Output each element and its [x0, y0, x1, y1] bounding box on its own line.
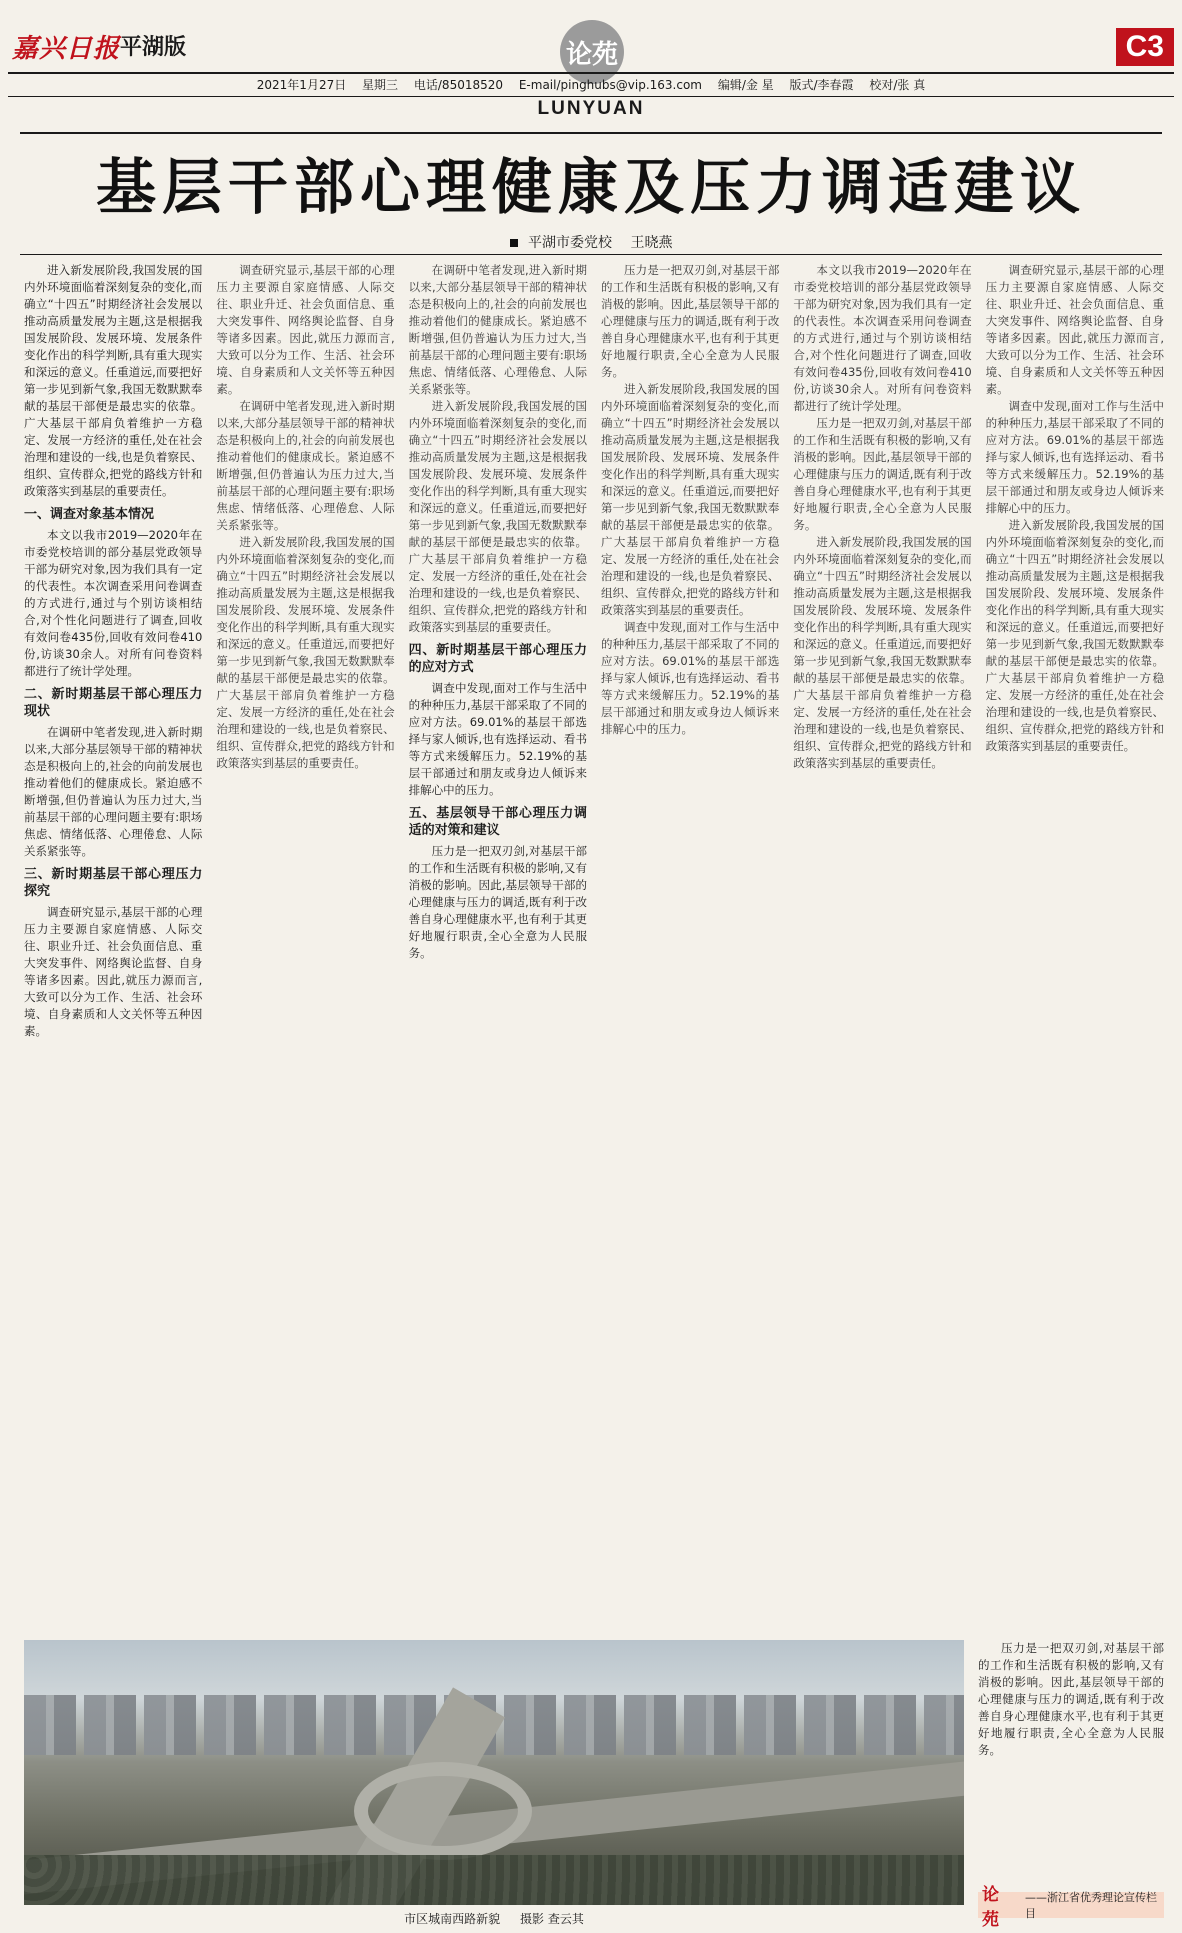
article-column-1	[24, 262, 202, 1642]
divider	[20, 132, 1162, 134]
article-intro: 进入新发展阶段,我国发展的国内外环境面临着深刻复杂的变化,而确立“十四五”时期经济社会发展以推动高质量发展为主题,这是根据我国发展阶段、发展环境、发展条件变化作出的科学判断,具有重大现实和深远的意义。任重道远,而要把好第一步见到新气象,我国无数默默奉献的基层干部便是最忠实的依靠。广大基层干部肩负着维护一方稳定、发展一方经济的重任,处在社会治理和建设的一线,也是负着察民、组织、宣传群众,把党的路线方针和政策落实到基层的重要责任。	[24, 263, 203, 498]
page-code-badge: C3	[1116, 28, 1174, 66]
column-body-text: 调查中发现,面对工作与生活中的种种压力,基层干部采取了不同的应对方法。69.01%的基层干部选择与家人倾诉,也有选择运动、看书等方式来缓解压力。52.19%的基层干部通过和朋友或身边人倾诉来排解心中的压力。	[600, 620, 780, 736]
issue-designer: 版式/李春霞	[789, 78, 854, 92]
article-column-4	[601, 262, 779, 1642]
column-body-text: 在调研中笔者发现,进入新时期以来,大部分基层领导干部的精神状态是积极向上的,社会的向前发展也推动着他们的健康成长。紧迫感不断增强,但仍普遍认为压力过大,当前基层干部的心理问题主要有:职场焦虑、情绪低落、心理倦怠、人际关系紧张等。	[216, 399, 395, 532]
photo-trees	[24, 1855, 964, 1905]
article-column-3	[409, 262, 587, 1642]
section-text-3: 调查研究显示,基层干部的心理压力主要源自家庭情感、人际交往、职业升迁、社会负面信息、重大突发事件、网络舆论监督、自身等诸多因素。因此,就压力源而言,大致可以分为工作、生活、社会环境、自身素质和人文关怀等五种因素。	[24, 905, 203, 1038]
section-heading-1: 一、调查对象基本情况	[24, 507, 155, 522]
footer-unit: ——浙江省优秀理论宣传栏目	[1025, 1891, 1158, 1920]
photo-caption	[24, 1910, 964, 1927]
byline-author: 王晓燕	[630, 235, 673, 251]
city-aerial-photo	[24, 1640, 964, 1905]
column-body-text: 调查中发现,面对工作与生活中的种种压力,基层干部采取了不同的应对方法。69.01%的基层干部选择与家人倾诉,也有选择运动、看书等方式来缓解压力。52.19%的基层干部通过和朋友或身边人倾诉来排解心中的压力。	[985, 399, 1164, 515]
column-body-text: 压力是一把双刃剑,对基层干部的工作和生活既有积极的影响,又有消极的影响。因此,基层领导干部的心理健康与压力的调适,既有利于改善自身心理健康水平,也有利于其更好地履行职责,全心全意为人民服务。	[600, 263, 780, 379]
column-body-text: 压力是一把双刃剑,对基层干部的工作和生活既有积极的影响,又有消极的影响。因此,基层领导干部的心理健康与压力的调适,既有利于改善自身心理健康水平,也有利于其更好地履行职责,全心全意为人民服务。	[793, 416, 972, 532]
article-column-6	[986, 262, 1164, 1642]
article-column-tail	[978, 1640, 1164, 1890]
article-column-2	[216, 262, 394, 1642]
column-body-text: 调查研究显示,基层干部的心理压力主要源自家庭情感、人际交往、职业升迁、社会负面信息、重大突发事件、网络舆论监督、自身等诸多因素。因此,就压力源而言,大致可以分为工作、生活、社会环境、自身素质和人文关怀等五种因素。	[985, 263, 1164, 396]
section-heading-2: 二、新时期基层干部心理压力现状	[24, 687, 203, 719]
issue-date: 2021年1月27日	[256, 78, 347, 92]
column-body-text: 进入新发展阶段,我国发展的国内外环境面临着深刻复杂的变化,而确立“十四五”时期经济社会发展以推动高质量发展为主题,这是根据我国发展阶段、发展环境、发展条件变化作出的科学判断,具有重大现实和深远的意义。任重道远,而要把好第一步见到新气象,我国无数默默奉献的基层干部便是最忠实的依靠。广大基层干部肩负着维护一方稳定、发展一方经济的重任,处在社会治理和建设的一线,也是负着察民、组织、宣传群众,把党的路线方针和政策落实到基层的重要责任。	[793, 535, 972, 770]
section-text-1: 本文以我市2019—2020年在市委党校培训的部分基层党政领导干部为研究对象,因为我们具有一定的代表性。本次调查采用问卷调查的方式进行,通过与个别访谈相结合,对个性化问题进行了调查,回收有效问卷435份,回收有效问卷410份,访谈30余人。对所有问卷资料都进行了统计学处理。	[24, 528, 203, 678]
column-body-text: 压力是一把双刃剑,对基层干部的工作和生活既有积极的影响,又有消极的影响。因此,基层领导干部的心理健康与压力的调适,既有利于改善自身心理健康水平,也有利于其更好地履行职责,全心全意为人民服务。	[978, 1641, 1164, 1757]
section-heading-4: 四、新时期基层干部心理压力的应对方式	[408, 643, 587, 675]
article-column-5	[793, 262, 971, 1642]
caption-credit: 摄影 查云其	[520, 1912, 584, 1926]
issue-phone: 电话/85018520	[413, 78, 504, 92]
byline	[0, 232, 1182, 252]
issue-info-bar	[8, 72, 1174, 97]
column-footer-badge	[978, 1885, 1164, 1930]
column-body-text: 调查研究显示,基层干部的心理压力主要源自家庭情感、人际交往、职业升迁、社会负面信息、重大突发事件、网络舆论监督、自身等诸多因素。因此,就压力源而言,大致可以分为工作、生活、社会环境、自身素质和人文关怀等五种因素。	[216, 263, 395, 396]
byline-org: 平湖市委党校	[528, 235, 612, 251]
column-logo: 论苑	[560, 20, 624, 84]
article-body	[24, 262, 1164, 1642]
edition-label: 平湖版	[120, 35, 187, 60]
byline-square-icon	[510, 239, 518, 247]
photo-roundabout	[354, 1762, 532, 1860]
issue-editor: 编辑/金 星	[717, 78, 774, 92]
issue-proofreader: 校对/张 真	[869, 78, 926, 92]
footer-brand: 论苑	[982, 1885, 999, 1930]
masthead	[8, 20, 1174, 130]
column-pinyin-title: LUNYUAN	[537, 98, 645, 119]
column-body-text: 在调研中笔者发现,进入新时期以来,大部分基层领导干部的精神状态是积极向上的,社会的向前发展也推动着他们的健康成长。紧迫感不断增强,但仍普遍认为压力过大,当前基层干部的心理问题主要有:职场焦虑、情绪低落、心理倦怠、人际关系紧张等。	[408, 263, 587, 396]
column-body-text: 进入新发展阶段,我国发展的国内外环境面临着深刻复杂的变化,而确立“十四五”时期经济社会发展以推动高质量发展为主题,这是根据我国发展阶段、发展环境、发展条件变化作出的科学判断,具有重大现实和深远的意义。任重道远,而要把好第一步见到新气象,我国无数默默奉献的基层干部便是最忠实的依靠。广大基层干部肩负着维护一方稳定、发展一方经济的重任,处在社会治理和建设的一线,也是负着察民、组织、宣传群众,把党的路线方针和政策落实到基层的重要责任。	[600, 382, 780, 617]
section-text-2: 在调研中笔者发现,进入新时期以来,大部分基层领导干部的精神状态是积极向上的,社会的向前发展也推动着他们的健康成长。紧迫感不断增强,但仍普遍认为压力过大,当前基层干部的心理问题主要有:职场焦虑、情绪低落、心理倦怠、人际关系紧张等。	[24, 725, 203, 858]
article-headline: 基层干部心理健康及压力调适建议	[96, 153, 1086, 223]
column-body-text: 进入新发展阶段,我国发展的国内外环境面临着深刻复杂的变化,而确立“十四五”时期经济社会发展以推动高质量发展为主题,这是根据我国发展阶段、发展环境、发展条件变化作出的科学判断,具有重大现实和深远的意义。任重道远,而要把好第一步见到新气象,我国无数默默奉献的基层干部便是最忠实的依靠。广大基层干部肩负着维护一方稳定、发展一方经济的重任,处在社会治理和建设的一线,也是负着察民、组织、宣传群众,把党的路线方针和政策落实到基层的重要责任。	[985, 518, 1164, 753]
section-text-5: 压力是一把双刃剑,对基层干部的工作和生活既有积极的影响,又有消极的影响。因此,基层领导干部的心理健康与压力的调适,既有利于改善自身心理健康水平,也有利于其更好地履行职责,全心全意为人民服务。	[408, 844, 587, 960]
issue-email[interactable]: E-mail/pinghubs@vip.163.com	[518, 78, 702, 92]
issue-weekday: 星期三	[362, 78, 399, 92]
section-heading-3: 三、新时期基层干部心理压力探究	[24, 867, 203, 899]
column-body-text: 进入新发展阶段,我国发展的国内外环境面临着深刻复杂的变化,而确立“十四五”时期经济社会发展以推动高质量发展为主题,这是根据我国发展阶段、发展环境、发展条件变化作出的科学判断,具有重大现实和深远的意义。任重道远,而要把好第一步见到新气象,我国无数默默奉献的基层干部便是最忠实的依靠。广大基层干部肩负着维护一方稳定、发展一方经济的重任,处在社会治理和建设的一线,也是负着察民、组织、宣传群众,把党的路线方针和政策落实到基层的重要责任。	[216, 535, 395, 770]
column-body-text: 进入新发展阶段,我国发展的国内外环境面临着深刻复杂的变化,而确立“十四五”时期经济社会发展以推动高质量发展为主题,这是根据我国发展阶段、发展环境、发展条件变化作出的科学判断,具有重大现实和深远的意义。任重道远,而要把好第一步见到新气象,我国无数默默奉献的基层干部便是最忠实的依靠。广大基层干部肩负着维护一方稳定、发展一方经济的重任,处在社会治理和建设的一线,也是负着察民、组织、宣传群众,把党的路线方针和政策落实到基层的重要责任。	[408, 399, 587, 634]
section-text-4: 调查中发现,面对工作与生活中的种种压力,基层干部采取了不同的应对方法。69.01%的基层干部选择与家人倾诉,也有选择运动、看书等方式来缓解压力。52.19%的基层干部通过和朋友或身边人倾诉来排解心中的压力。	[408, 681, 587, 797]
column-body-text: 本文以我市2019—2020年在市委党校培训的部分基层党政领导干部为研究对象,因为我们具有一定的代表性。本次调查采用问卷调查的方式进行,通过与个别访谈相结合,对个性化问题进行了调查,回收有效问卷435份,回收有效问卷410份,访谈30余人。对所有问卷资料都进行了统计学处理。	[793, 263, 972, 413]
paper-name: 嘉兴日报	[12, 34, 121, 64]
section-heading-5: 五、基层领导干部心理压力调适的对策和建议	[408, 806, 587, 838]
divider	[20, 254, 1162, 255]
caption-text: 市区城南西路新貌	[404, 1912, 501, 1926]
